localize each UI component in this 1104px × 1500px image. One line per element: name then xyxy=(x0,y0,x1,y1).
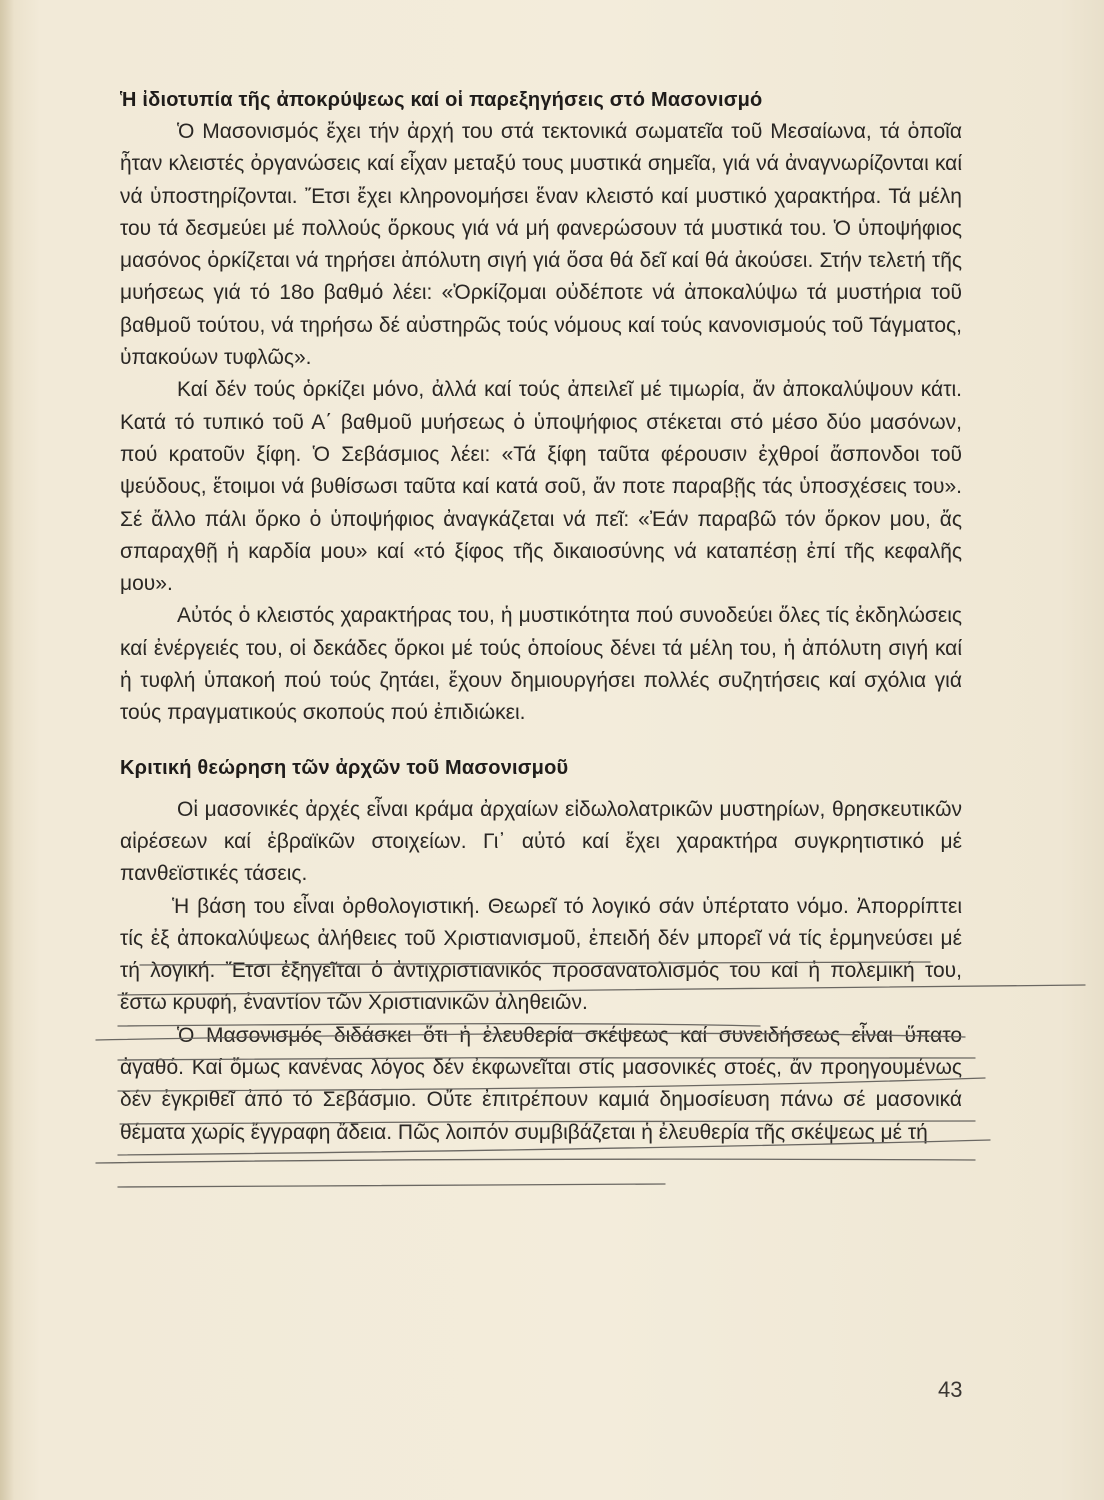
page-spine-shadow xyxy=(0,0,14,1500)
paragraph-closed-character: Αὐτός ὁ κλειστός χαρακτήρας του, ἡ μυστικότητα πού συνοδεύει ὅλες τίς ἐκδηλώσεις καί ἐνέργειές του, οἱ δεκάδες ὅρκοι μέ τούς ὁποίους δένει τά μέλη του, ἡ ἀπόλυτη σιγή καί ἡ τυφλή ὑπακοή πού τούς ζητάει, ἔχουν δημιουργήσει πολλές συζητήσεις καί σχόλια γιά τούς πραγματικούς σκοπούς πού ἐπιδιώκει. xyxy=(120,604,962,725)
paragraph-rationalism: Ἡ βάση του εἶναι ὀρθολογιστική. Θεωρεῖ τό λογικό σάν ὑπέρτατο νόμο. Ἀπορρίπτει τίς ἐξ ἀποκαλύψεως ἀλήθειες τοῦ Χριστιανισμοῦ, ἐπειδή δέν μπορεῖ νά τίς ἑρμηνεύσει μέ τή λογική. Ἔτσι ἐξηγεῖται ὁ ἀντιχριστιανικός προσανατολισμός του καί ἡ πολεμική του, ἔστω κρυφή, ἐναντίον τῶν Χριστιανικῶν ἀληθειῶν. xyxy=(120,894,962,1015)
section-heading-critique: Κριτική θεώρηση τῶν ἀρχῶν τοῦ Μασονισμοῦ xyxy=(120,756,569,779)
pen-underline xyxy=(118,1184,665,1187)
section-heading-secrecy: Ἡ ἰδιοτυπία τῆς ἀποκρύψεως καί οἱ παρεξηγήσεις στό Μασονισμό xyxy=(120,89,763,111)
paragraph-threats: Καί δέν τούς ὁρκίζει μόνο, ἀλλά καί τούς ἀπειλεῖ μέ τιμωρία, ἄν ἀποκαλύψουν κάτι. Κατά τό τυπικό τοῦ Α΄ βαθμοῦ μυήσεως ὁ ὑποψήφιος στέκεται στό μέσο δύο μασόνων, πού κρατοῦν ξίφη. Ὁ Σεβάσμιος λέει: «Τά ξίφη ταῦτα φέρουσιν ἐχθροί ἄσπονδοι τοῦ ψεύδους, ἕτοιμοι νά βυθίσωσι ταῦτα καί κατά σοῦ, ἄν ποτε παραβῇς τάς ὑποσχέσεις του». Σέ ἄλλο πάλι ὅρκο ὁ ὑποψήφιος ἀναγκάζεται νά πεῖ: «Ἐάν παραβῶ τόν ὅρκον μου, ἄς σπαραχθῇ ἡ καρδία μου» καί «τό ξίφος τῆς δικαιοσύνης νά καταπέσῃ ἐπί τῆς κεφαλῆς μου». xyxy=(120,378,962,596)
paragraph-principles: Οἱ μασονικές ἀρχές εἶναι κράμα ἀρχαίων εἰδωλολατρικῶν μυστηρίων, θρησκευτικῶν αἱρέσεων καί ἑβραϊκῶν στοιχείων. Γι᾿ αὐτό καί ἔχει χαρακτήρα συγκρητιστικό μέ πανθεϊστικές τάσεις. xyxy=(120,797,962,886)
text-column xyxy=(120,84,962,1149)
pen-underline xyxy=(96,1159,975,1163)
paragraph-origin: Ὁ Μασονισμός ἔχει τήν ἀρχή του στά τεκτονικά σωματεῖα τοῦ Μεσαίωνα, τά ὁποῖα ἦταν κλειστές ὀργανώσεις καί εἶχαν μεταξύ τους μυστικά σημεῖα, γιά νά ἀναγνωρίζονται καί νά ὑποστηρίζονται. Ἔτσι ἔχει κληρονομήσει ἕναν κλειστό καί μυστικό χαρακτήρα. Τά μέλη του τά δεσμεύει μέ πολλούς ὅρκους γιά νά μή φανερώσουν τά μυστικά του. Ὁ ὑποψήφιος μασόνος ὁρκίζεται νά τηρήσει ἀπόλυτη σιγή γιά ὅσα θά δεῖ καί θά ἀκούσει. Στήν τελετή τῆς μυήσεως γιά τό 18ο βαθμό λέει: «Ὁρκίζομαι οὐδέποτε νά ἀποκαλύψω τά μυστήρια τοῦ βαθμοῦ τούτου, νά τηρήσω δέ αὐστηρῶς τούς νόμους καί τούς κανονισμούς τοῦ Τάγματος, ὑπακούων τυφλῶς». xyxy=(120,120,962,370)
page-number: 43 xyxy=(938,1377,963,1402)
paragraph-freedom: Ὁ Μασονισμός διδάσκει ὅτι ἡ ἐλευθερία σκέψεως καί συνειδήσεως εἶναι ὕπατο ἀγαθό. Καί ὅμως κανένας λόγος δέν ἐκφωνεῖται στίς μασονικές στοές, ἄν προηγουμένως δέν ἐγκριθεῖ ἀπό τό Σεβάσμιο. Οὔτε ἐπιτρέπουν καμιά δημοσίευση πάνω σέ μασονικά θέματα χωρίς ἔγγραφη ἄδεια. Πῶς λοιπόν συμβιβάζεται ἡ ἐλευθερία τῆς σκέψεως μέ τή xyxy=(120,1023,962,1144)
